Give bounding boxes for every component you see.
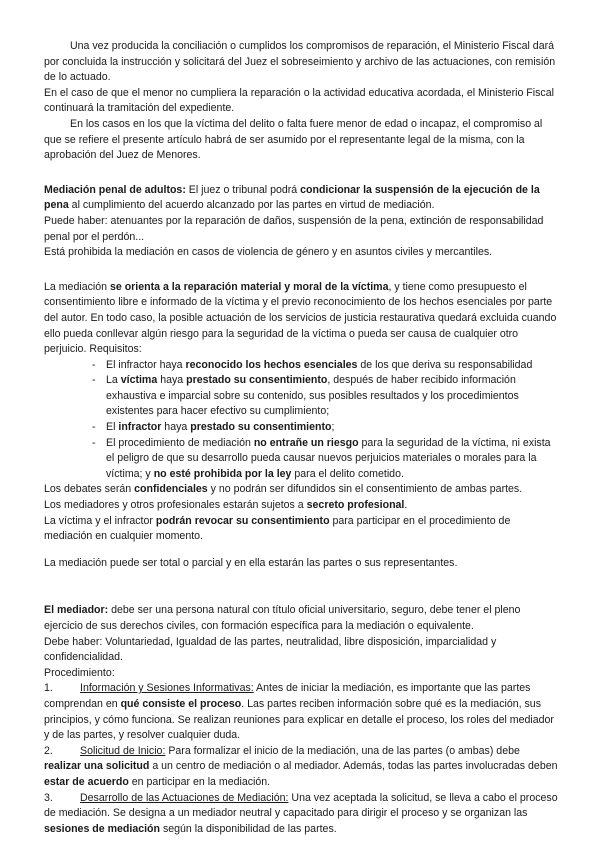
paragraph-victima-menor: En los casos en los que la víctima del delito o falta fuere menor de edad o incapaz, el compromiso al que se refiere el presente artículo habrá de ser asumido por el representante legal de la misma, con la aprobación del Juez de Menores. [44,117,543,162]
paragraph-orientacion: La mediación se orienta a la reparación material y moral de la víctima, y tiene como presupuesto el consentimiento libre e informado de la víctima y el previo reconocimiento de los hechos esenciales por parte del autor. En todo caso, la posible actuación de los servicios de justicia restaurativa quedará excluida cuando ello pueda conllevar algún riesgo para la seguridad de la víctima o pueda ser causa de cualquier otro perjuicio. Requisitos: [44,280,557,356]
paragraph-puede-haber: Puede haber: atenuantes por la reparación de daños, suspensión de la pena, extinción de responsabilidad penal por el perdón... [44,214,544,243]
document-body [44,39,558,837]
paragraph-secreto: Los mediadores y otros profesionales estarán sujetos a secreto profesional. [44,499,408,512]
list-item: 3. Desarrollo de las Actuaciones de Mediación: Una vez aceptada la solicitud, se lleva a cabo el proceso de mediación. Se designa a un mediador neutral y capacitado para dirigir el proceso y se organizan las sesiones de mediación según la disponibilidad de las partes. [44,791,558,835]
list-item: - La víctima haya prestado su consentimiento, después de haber recibido información exhaustiva e imparcial sobre su contenido, sus posibles resultados y los procedimientos existentes para hacer efectivo su cumplimiento; [106,373,558,420]
list-item: - El infractor haya reconocido los hechos esenciales de los que deriva su responsabilidad [106,358,558,374]
requisitos-list [44,358,558,483]
paragraph-conciliacion: Una vez producida la conciliación o cumplidos los compromisos de reparación, el Ministerio Fiscal dará por concluida la instrucción y solicitará del Juez el sobreseimiento y archivo de las actuaciones, con remisión de lo actuado. [44,40,556,84]
list-item: - El infractor haya prestado su consentimiento; [106,420,558,436]
paragraph-mediador: El mediador: debe ser una persona natural con título oficial universitario, seguro, debe tener el pleno ejercicio de sus derechos civiles, con formación específica para la mediación o equivalente. [44,604,521,632]
paragraph-revocar: La víctima y el infractor podrán revocar su consentimiento para participar en el procedimiento de mediación en cualquier momento. [44,514,511,543]
list-item: 1. Información y Sesiones Informativas: Antes de iniciar la mediación, es importante que las partes comprendan en qué consiste el proceso. Las partes reciben información sobre qué es la mediación, sus principios, y cómo funciona. Se realizan reuniones para explicar en detalle el proceso, los roles del mediador y de las partes, y resolver cualquier duda. [44,682,554,742]
heading-mediacion-adultos: Mediación penal de adultos: [44,183,186,196]
paragraph-confidenciales: Los debates serán confidenciales y no podrán ser difundidos sin el consentimiento de ambas partes. [44,483,523,496]
heading-mediador: El mediador: [44,604,109,617]
paragraph-incumplimiento: En el caso de que el menor no cumpliera la reparación o la actividad educativa acordada, el Ministerio Fiscal continuará la tramitación del expediente. [44,86,554,115]
list-item: 2. Solicitud de Inicio: Para formalizar el inicio de la mediación, una de las partes (o ambas) debe realizar una solicitud a un centro de mediación o al mediador. Además, todas las partes involucradas deben estar de acuerdo en participar en la mediación. [44,744,558,788]
paragraph-total-parcial: La mediación puede ser total o parcial y en ella estarán las partes o sus representantes. [44,556,458,569]
paragraph-prohibida: Está prohibida la mediación en casos de violencia de género y en asuntos civiles y mercantiles. [44,246,493,259]
paragraph-principios: Debe haber: Voluntariedad, Igualdad de las partes, neutralidad, libre disposición, imparcialidad y confidencialidad. [44,635,497,664]
heading-procedimiento: Procedimiento: [44,666,115,679]
procedimiento-list [44,681,558,837]
paragraph-mediacion-adultos: Mediación penal de adultos: El juez o tribunal podrá condicionar la suspensión de la ejecución de la pena al cumplimiento del acuerdo alcanzado por las partes en virtud de mediación. [44,183,540,212]
list-item: - El procedimiento de mediación no entrañe un riesgo para la seguridad de la víctima, ni exista el peligro de que su desarrollo pueda causar nuevos perjuicios materiales o morales para la víctima; y no esté prohibida por la ley para el delito cometido. [106,436,558,483]
